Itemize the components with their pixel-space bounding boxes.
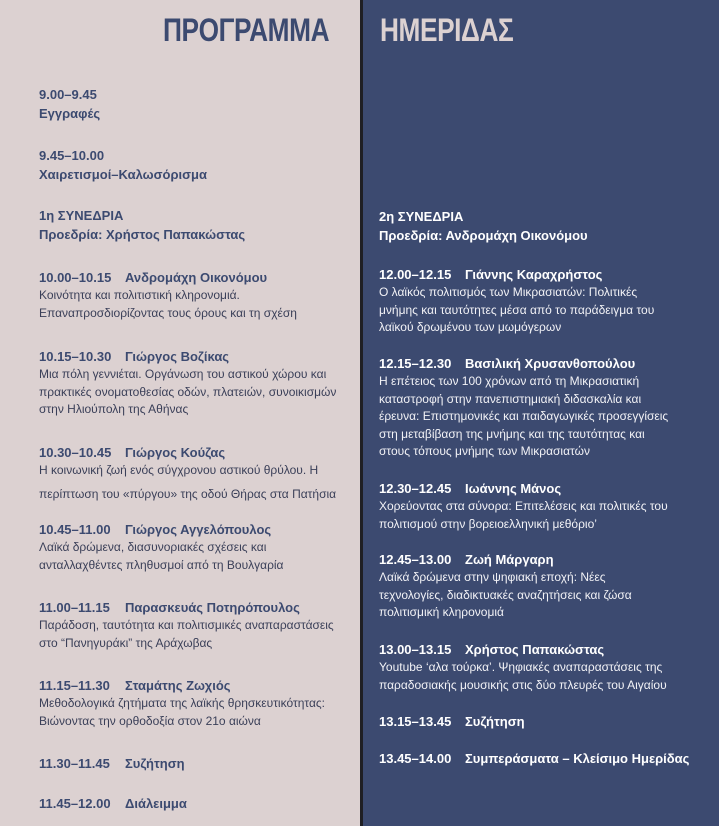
closing-time: 13.45–14.00 [379, 751, 452, 766]
talk-title-line: Η κοινωνική ζωή ενός σύγχρονου αστικού θρύλου. Η [39, 463, 319, 477]
talk-title-line: Η επέτειος των 100 χρόνων από τη Μικρασιατική [379, 374, 640, 388]
talk-item [39, 268, 297, 322]
discussion-label: Συζήτηση [465, 714, 525, 729]
talk-title-line: Χορεύοντας στα σύνορα: Επιτελέσεις και πολιτικές του [379, 499, 668, 513]
talk-title-line: στο “Πανηγυράκι” της Αράχωβας [39, 635, 213, 650]
talk-title-line: Λαϊκά δρώμενα στην ψηφιακή εποχή: Νέες [379, 570, 606, 584]
talk-item [39, 443, 336, 503]
title-program: ΠΡΟΓΡΑΜΜΑ [163, 12, 330, 48]
welcome-label: Χαιρετισμοί–Καλωσόρισμα [39, 167, 207, 182]
talk-title-line: καταστροφή στην πανεπιστημιακή διδασκαλία και [379, 391, 642, 406]
talk-time: 10.45–11.00 [39, 522, 111, 537]
talk-title-line: λαϊκού δρωμένου των μωμόγερων [379, 320, 562, 334]
discussion-time: 13.15–13.45 [379, 714, 452, 729]
column-divider [360, 0, 363, 826]
talk-speaker: Ζωή Μάργαρη [465, 552, 554, 567]
talk-speaker: Γιώργος Βοζίκας [125, 349, 230, 364]
title-day: ΗΜΕΡΙΔΑΣ [380, 12, 514, 48]
talk-item [379, 479, 668, 533]
talk-title-line: Λαϊκά δρώμενα, διασυνοριακές σχέσεις και [39, 540, 267, 554]
discussion-2 [379, 712, 525, 731]
talk-title-line: Μια πόλη γεννιέται. Οργάνωση του αστικού χώρου και [39, 367, 327, 381]
talk-title-line: παραδοσιακής μουσικής στις δύο πλευρές του Αιγαίου [379, 677, 667, 692]
discussion-time: 11.30–11.45 [39, 756, 110, 771]
talk-title-line: Βιώνοντας την ορθοδοξία στον 21ο αιώνα [39, 713, 261, 728]
talk-time: 10.00–10.15 [39, 270, 112, 285]
talk-title-line: στους τόπους μνήμης των Μικρασιατών [379, 444, 590, 458]
session-2-title: 2η ΣΥΝΕΔΡΙΑ [379, 209, 464, 224]
talk-speaker: Παρασκευάς Ποτηρόπουλος [125, 600, 300, 615]
talk-time: 12.30–12.45 [379, 481, 452, 496]
talk-item [379, 550, 632, 622]
discussion-label: Συζήτηση [125, 756, 185, 771]
registration-block [39, 85, 100, 123]
registration-label: Εγγραφές [39, 106, 101, 121]
discussion-1 [39, 754, 185, 773]
talk-item [379, 265, 654, 337]
talk-item [379, 354, 668, 461]
talk-title-line: πρακτικές ονοματοθεσίας οδών, πλατειών, συνοικισμών [39, 384, 337, 399]
closing-label: Συμπεράσματα – Κλείσιμο Ημερίδας [465, 751, 690, 766]
talk-time: 12.00–12.15 [379, 267, 452, 282]
talk-speaker: Ιωάννης Μάνος [465, 481, 562, 496]
talk-item [39, 676, 325, 730]
talk-speaker: Γιάννης Καραχρήστος [465, 267, 603, 282]
talk-title-line: τεχνολογίες, διαδικτυακές αναζητήσεις και ζώσα [379, 587, 632, 602]
talk-title-line: έρευνα: Επιστημονικές και παιδαγωγικές προσεγγίσεις [379, 409, 669, 423]
talk-time: 12.45–13.00 [379, 552, 452, 567]
talk-title-line: πολιτισμική κληρονομιά [379, 605, 504, 619]
talk-title-line: στη μεταβίβαση της μνήμης και της ταυτότητας και [379, 426, 645, 441]
talk-speaker: Ανδρομάχη Οικονόμου [125, 270, 268, 285]
talk-time: 12.15–12.30 [379, 356, 452, 371]
session-2-header [379, 207, 588, 245]
session-2-chair: Προεδρία: Ανδρομάχη Οικονόμου [379, 228, 588, 243]
break-time: 11.45–12.00 [39, 796, 111, 811]
talk-title-line: στην Ηλιούπολη της Αθήνας [39, 402, 189, 416]
talk-title-line: Youtube ‘αλα τούρκα’. Ψηφιακές αναπαραστάσεις της [379, 660, 663, 674]
talk-title-line: πολιτισμού στην βορειοελληνική μεθόριο’ [379, 516, 597, 531]
registration-time: 9.00–9.45 [39, 87, 97, 102]
talk-time: 10.30–10.45 [39, 445, 112, 460]
talk-speaker: Σταμάτης Ζωχιός [125, 678, 231, 693]
talk-title-line: περίπτωση του «πύργου» της οδού Θήρας στα Πατήσια [39, 486, 337, 501]
talk-title-line: ανταλλαχθέντες πληθυσμοί από τη Βουλγαρία [39, 557, 284, 572]
session-1-header [39, 206, 245, 244]
welcome-block [39, 146, 207, 184]
talk-time: 11.15–11.30 [39, 678, 110, 693]
session-1-title: 1η ΣΥΝΕΔΡΙΑ [39, 208, 124, 223]
talk-title-line: μνήμης και ταυτότητες μέσα από το παράδειγμα του [379, 302, 655, 317]
talk-title-line: Κοινότητα και πολιτιστική κληρονομιά. [39, 288, 240, 302]
session-1-chair: Προεδρία: Χρήστος Παπακώστας [39, 227, 246, 242]
talk-speaker: Γιώργος Κούζας [125, 445, 226, 460]
welcome-time: 9.45–10.00 [39, 148, 105, 163]
talk-speaker: Γιώργος Αγγελόπουλος [125, 522, 272, 537]
talk-item [39, 520, 284, 574]
talk-item [379, 640, 667, 694]
talk-item [39, 598, 334, 652]
break-label: Διάλειμμα [125, 796, 187, 811]
talk-speaker: Βασιλική Χρυσανθοπούλου [465, 356, 636, 371]
talk-speaker: Χρήστος Παπακώστας [465, 642, 605, 657]
closing [379, 749, 689, 768]
talk-title-line: Παράδοση, ταυτότητα και πολιτισμικές αναπαραστάσεις [39, 618, 334, 632]
talk-time: 10.15–10.30 [39, 349, 112, 364]
break [39, 794, 187, 813]
talk-title-line: Μεθοδολογικά ζητήματα της λαϊκής θρησκευτικότητας: [39, 696, 325, 710]
talk-title-line: Επαναπροσδιορίζοντας τους όρους και τη σχέση [39, 305, 297, 320]
talk-time: 13.00–13.15 [379, 642, 452, 657]
talk-item [39, 347, 336, 419]
talk-time: 11.00–11.15 [39, 600, 110, 615]
talk-title-line: Ο λαϊκός πολιτισμός των Μικρασιατών: Πολιτικές [379, 285, 638, 299]
